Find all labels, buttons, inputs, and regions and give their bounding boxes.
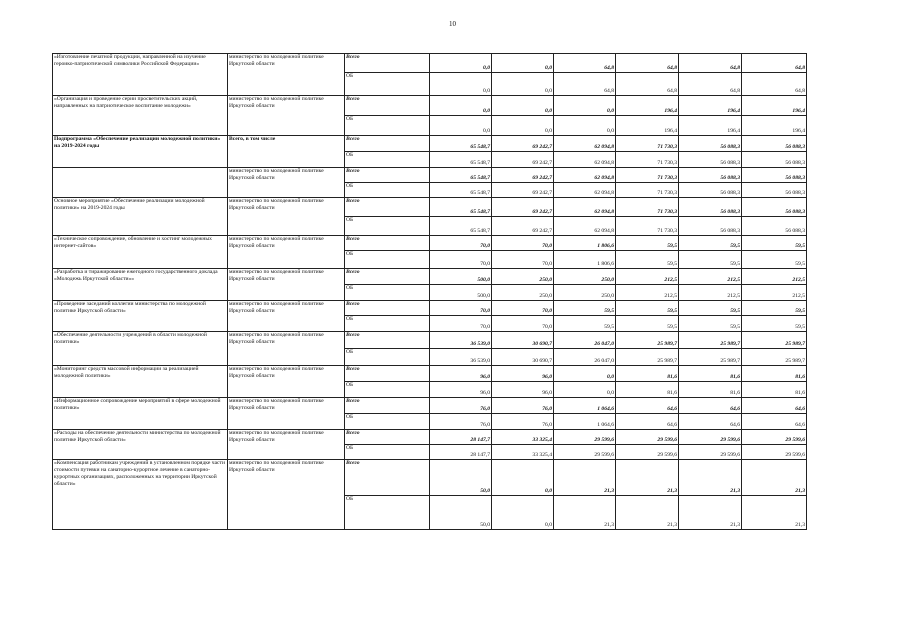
total-value-cell: 29 599,6 — [616, 430, 679, 445]
ob-value-cell: 59,5 — [554, 316, 616, 332]
total-value-cell: 96,0 — [492, 366, 554, 382]
total-value-cell: 56 088,3 — [679, 136, 742, 152]
total-value-cell: 70,0 — [430, 236, 492, 251]
total-value-cell: 81,6 — [742, 366, 807, 382]
total-value-cell: 64,6 — [679, 398, 742, 414]
total-value-cell: 69 242,7 — [492, 198, 554, 217]
ob-value-cell: 26 047,0 — [554, 349, 616, 366]
ob-value-cell: 76,0 — [492, 414, 554, 430]
table-row — [53, 236, 807, 251]
activity-name: «Проведение заседаний коллегии министерства по молодежной политике Иркутской области» — [53, 301, 228, 332]
ob-value-cell: 64,8 — [742, 73, 807, 96]
ob-value-cell: 71 730,3 — [616, 217, 679, 236]
funding-source-label: ОБ — [345, 152, 430, 168]
ob-value-cell: 0,0 — [554, 116, 616, 136]
funding-total-label: Всего — [345, 366, 430, 382]
funding-source-label: ОБ — [345, 316, 430, 332]
ob-value-cell: 25 989,7 — [742, 349, 807, 366]
activity-name: «Расходы на обеспечение деятельности министерства по молодежной политике Иркутской области» — [53, 430, 228, 460]
ob-value-cell: 29 599,6 — [679, 445, 742, 460]
ob-value-cell: 76,0 — [430, 414, 492, 430]
total-value-cell: 64,6 — [616, 398, 679, 414]
total-value-cell: 65 548,7 — [430, 198, 492, 217]
executor-name: министерство по молодежной политике Иркутской области — [228, 168, 345, 198]
activity-name: «Компенсация работникам учреждений в установленном порядке части стоимости путевки на санаторно-курортное лечение в санаторно-курортных организациях, расположенных на территории Иркутской области» — [53, 460, 228, 530]
total-value-cell: 29 599,6 — [554, 430, 616, 445]
activity-name: «Информационное сопровождение мероприятий в сфере молодежной политики» — [53, 398, 228, 430]
table-row — [53, 430, 807, 445]
ob-value-cell: 21,3 — [679, 496, 742, 530]
funding-total-label: Всего — [345, 198, 430, 217]
ob-value-cell: 64,6 — [679, 414, 742, 430]
total-value-cell: 0,0 — [492, 96, 554, 116]
table-row — [53, 332, 807, 349]
ob-value-cell: 250,0 — [554, 285, 616, 301]
total-value-cell: 59,5 — [616, 301, 679, 316]
executor-name: министерство по молодежной политике Иркутской области — [228, 54, 345, 96]
ob-value-cell: 70,0 — [430, 316, 492, 332]
funding-source-label: ОБ — [345, 73, 430, 96]
funding-source-label: ОБ — [345, 382, 430, 398]
page-number: 10 — [449, 20, 456, 28]
total-value-cell: 81,6 — [679, 366, 742, 382]
total-value-cell: 0,0 — [554, 96, 616, 116]
ob-value-cell: 0,0 — [430, 116, 492, 136]
executor-name: министерство по молодежной политике Иркутской области — [228, 366, 345, 398]
table-row — [53, 301, 807, 316]
funding-total-label: Всего — [345, 269, 430, 285]
ob-value-cell: 0,0 — [492, 73, 554, 96]
ob-value-cell: 59,5 — [742, 316, 807, 332]
total-value-cell: 196,4 — [679, 96, 742, 116]
ob-value-cell: 59,5 — [679, 316, 742, 332]
ob-value-cell: 81,6 — [616, 382, 679, 398]
ob-value-cell: 62 094,8 — [554, 217, 616, 236]
ob-value-cell: 196,4 — [742, 116, 807, 136]
ob-value-cell: 25 989,7 — [679, 349, 742, 366]
ob-value-cell: 81,6 — [679, 382, 742, 398]
total-value-cell: 50,0 — [430, 460, 492, 496]
total-value-cell: 33 325,4 — [492, 430, 554, 445]
ob-value-cell: 30 690,7 — [492, 349, 554, 366]
total-value-cell: 36 539,0 — [430, 332, 492, 349]
total-value-cell: 26 047,0 — [554, 332, 616, 349]
total-value-cell: 70,0 — [492, 236, 554, 251]
executor-name: министерство по молодежной политике Иркутской области — [228, 96, 345, 136]
activity-name: «Мониторинг средств массовой информации за реализацией молодежной политики» — [53, 366, 228, 398]
ob-value-cell: 69 242,7 — [492, 152, 554, 168]
activity-name: «Техническое сопровождение, обновление и хостинг молодежных интернет-сайтов» — [53, 236, 228, 269]
ob-value-cell: 64,6 — [742, 414, 807, 430]
ob-value-cell: 81,6 — [742, 382, 807, 398]
funding-total-label: Всего — [345, 168, 430, 183]
total-value-cell: 76,0 — [492, 398, 554, 414]
total-value-cell: 250,0 — [492, 269, 554, 285]
ob-value-cell: 56 088,3 — [742, 217, 807, 236]
ob-value-cell: 212,5 — [742, 285, 807, 301]
ob-value-cell: 29 599,6 — [742, 445, 807, 460]
total-value-cell: 64,8 — [616, 54, 679, 73]
funding-total-label: Всего — [345, 460, 430, 496]
table-row — [53, 198, 807, 217]
total-value-cell: 62 094,8 — [554, 136, 616, 152]
funding-total-label: Всего — [345, 398, 430, 414]
ob-value-cell: 0,0 — [430, 73, 492, 96]
ob-value-cell: 56 088,3 — [679, 183, 742, 198]
funding-source-label: ОБ — [345, 251, 430, 269]
ob-value-cell: 56 088,3 — [679, 217, 742, 236]
ob-value-cell: 64,8 — [679, 73, 742, 96]
ob-value-cell: 70,0 — [492, 316, 554, 332]
total-value-cell: 29 599,6 — [742, 430, 807, 445]
ob-value-cell: 56 088,3 — [742, 183, 807, 198]
total-value-cell: 0,0 — [492, 460, 554, 496]
ob-value-cell: 96,0 — [430, 382, 492, 398]
ob-value-cell: 500,0 — [430, 285, 492, 301]
ob-value-cell: 21,3 — [742, 496, 807, 530]
activity-name: «Изготовление печатной продукции, направленной на изучение героико-патриотической символики Российской Федерации» — [53, 54, 228, 96]
total-value-cell: 212,5 — [616, 269, 679, 285]
total-value-cell: 59,5 — [742, 236, 807, 251]
total-value-cell: 250,0 — [554, 269, 616, 285]
funding-total-label: Всего — [345, 236, 430, 251]
total-value-cell: 56 088,3 — [742, 136, 807, 152]
executor-name: министерство по молодежной политике Иркутской области — [228, 269, 345, 301]
activity-name: «Разработка и тиражирование ежегодного государственного доклада «Молодежь Иркутской области»» — [53, 269, 228, 301]
funding-total-label: Всего — [345, 301, 430, 316]
table-row — [53, 398, 807, 414]
funding-source-label: ОБ — [345, 445, 430, 460]
table-row — [53, 269, 807, 285]
ob-value-cell: 0,0 — [554, 382, 616, 398]
ob-value-cell: 29 599,6 — [554, 445, 616, 460]
ob-value-cell: 64,8 — [616, 73, 679, 96]
total-value-cell: 196,4 — [742, 96, 807, 116]
funding-total-label: Всего — [345, 96, 430, 116]
total-value-cell: 0,0 — [430, 96, 492, 116]
ob-value-cell: 64,8 — [554, 73, 616, 96]
ob-value-cell: 71 730,3 — [616, 152, 679, 168]
table-row — [53, 136, 807, 152]
total-value-cell: 59,5 — [742, 301, 807, 316]
executor-name: Всего, в том числе — [228, 136, 345, 168]
ob-value-cell: 1 064,6 — [554, 414, 616, 430]
funding-source-label: ОБ — [345, 496, 430, 530]
total-value-cell: 196,4 — [616, 96, 679, 116]
executor-name: министерство по молодежной политике Иркутской области — [228, 460, 345, 530]
total-value-cell: 212,5 — [679, 269, 742, 285]
total-value-cell: 96,0 — [430, 366, 492, 382]
total-value-cell: 1 064,6 — [554, 398, 616, 414]
total-value-cell: 59,5 — [679, 236, 742, 251]
ob-value-cell: 65 548,7 — [430, 183, 492, 198]
ob-value-cell: 64,6 — [616, 414, 679, 430]
ob-value-cell: 21,3 — [554, 496, 616, 530]
total-value-cell: 64,6 — [742, 398, 807, 414]
funding-source-label: ОБ — [345, 285, 430, 301]
total-value-cell: 28 147,7 — [430, 430, 492, 445]
ob-value-cell: 250,0 — [492, 285, 554, 301]
activity-name: Подпрограмма «Обеспечение реализации молодежной политики» на 2019-2024 годы — [53, 136, 228, 168]
total-value-cell: 0,0 — [554, 366, 616, 382]
total-value-cell: 500,0 — [430, 269, 492, 285]
ob-value-cell: 33 325,4 — [492, 445, 554, 460]
total-value-cell: 59,5 — [554, 301, 616, 316]
ob-value-cell: 212,5 — [616, 285, 679, 301]
total-value-cell: 1 806,6 — [554, 236, 616, 251]
ob-value-cell: 28 147,7 — [430, 445, 492, 460]
funding-source-label: ОБ — [345, 116, 430, 136]
total-value-cell: 69 242,7 — [492, 136, 554, 152]
total-value-cell: 71 730,3 — [616, 168, 679, 183]
funding-total-label: Всего — [345, 430, 430, 445]
ob-value-cell: 59,5 — [616, 251, 679, 269]
total-value-cell: 65 548,7 — [430, 136, 492, 152]
ob-value-cell: 1 806,6 — [554, 251, 616, 269]
total-value-cell: 56 088,3 — [679, 198, 742, 217]
total-value-cell: 64,8 — [554, 54, 616, 73]
total-value-cell: 21,3 — [616, 460, 679, 496]
ob-value-cell: 0,0 — [492, 116, 554, 136]
ob-value-cell: 70,0 — [430, 251, 492, 269]
activity-name: «Обеспечение деятельности учреждений в области молодежной политики» — [53, 332, 228, 366]
funding-total-label: Всего — [345, 332, 430, 349]
executor-name: министерство по молодежной политике Иркутской области — [228, 198, 345, 236]
ob-value-cell: 196,4 — [679, 116, 742, 136]
total-value-cell: 70,0 — [430, 301, 492, 316]
ob-value-cell: 65 548,7 — [430, 152, 492, 168]
total-value-cell: 71 730,3 — [616, 198, 679, 217]
total-value-cell: 56 088,3 — [679, 168, 742, 183]
activity-name: Основное мероприятие «Обеспечение реализации молодежной политики» на 2019-2024 годы — [53, 198, 228, 236]
activity-name: «Организация и проведение серии просветительских акций, направленных на патриотическое воспитание молодежи» — [53, 96, 228, 136]
executor-name: министерство по молодежной политике Иркутской области — [228, 430, 345, 460]
ob-value-cell: 65 548,7 — [430, 217, 492, 236]
total-value-cell: 59,5 — [616, 236, 679, 251]
ob-value-cell: 69 242,7 — [492, 217, 554, 236]
total-value-cell: 56 088,3 — [742, 198, 807, 217]
ob-value-cell: 96,0 — [492, 382, 554, 398]
ob-value-cell: 0,0 — [492, 496, 554, 530]
total-value-cell: 70,0 — [492, 301, 554, 316]
funding-total-label: Всего — [345, 136, 430, 152]
executor-name: министерство по молодежной политике Иркутской области — [228, 301, 345, 332]
total-value-cell: 29 599,6 — [679, 430, 742, 445]
total-value-cell: 25 989,7 — [679, 332, 742, 349]
ob-value-cell: 59,5 — [616, 316, 679, 332]
total-value-cell: 76,0 — [430, 398, 492, 414]
total-value-cell: 69 242,7 — [492, 168, 554, 183]
funding-source-label: ОБ — [345, 183, 430, 198]
executor-name: министерство по молодежной политике Иркутской области — [228, 332, 345, 366]
funding-total-label: Всего — [345, 54, 430, 73]
total-value-cell: 21,3 — [554, 460, 616, 496]
funding-source-label: ОБ — [345, 217, 430, 236]
executor-name: министерство по молодежной политике Иркутской области — [228, 236, 345, 269]
total-value-cell: 0,0 — [430, 54, 492, 73]
total-value-cell: 62 094,8 — [554, 168, 616, 183]
ob-value-cell: 70,0 — [492, 251, 554, 269]
budget-table — [52, 53, 807, 530]
ob-value-cell: 71 730,3 — [616, 183, 679, 198]
executor-name: министерство по молодежной политике Иркутской области — [228, 398, 345, 430]
total-value-cell: 71 730,3 — [616, 136, 679, 152]
total-value-cell: 21,3 — [742, 460, 807, 496]
total-value-cell: 62 094,8 — [554, 198, 616, 217]
ob-value-cell: 36 539,0 — [430, 349, 492, 366]
total-value-cell: 212,5 — [742, 269, 807, 285]
total-value-cell: 0,0 — [492, 54, 554, 73]
funding-source-label: ОБ — [345, 349, 430, 366]
table-row — [53, 96, 807, 116]
activity-name — [53, 168, 228, 198]
ob-value-cell: 50,0 — [430, 496, 492, 530]
ob-value-cell: 69 242,7 — [492, 183, 554, 198]
ob-value-cell: 212,5 — [679, 285, 742, 301]
total-value-cell: 25 989,7 — [616, 332, 679, 349]
ob-value-cell: 59,5 — [679, 251, 742, 269]
total-value-cell: 64,8 — [679, 54, 742, 73]
total-value-cell: 64,8 — [742, 54, 807, 73]
ob-value-cell: 56 088,3 — [679, 152, 742, 168]
ob-value-cell: 62 094,8 — [554, 152, 616, 168]
funding-source-label: ОБ — [345, 414, 430, 430]
table-row — [53, 168, 807, 183]
total-value-cell: 59,5 — [679, 301, 742, 316]
ob-value-cell: 25 989,7 — [616, 349, 679, 366]
total-value-cell: 25 989,7 — [742, 332, 807, 349]
total-value-cell: 81,6 — [616, 366, 679, 382]
total-value-cell: 65 548,7 — [430, 168, 492, 183]
ob-value-cell: 196,4 — [616, 116, 679, 136]
total-value-cell: 21,3 — [679, 460, 742, 496]
ob-value-cell: 21,3 — [616, 496, 679, 530]
table-row — [53, 54, 807, 73]
ob-value-cell: 29 599,6 — [616, 445, 679, 460]
total-value-cell: 56 088,3 — [742, 168, 807, 183]
ob-value-cell: 59,5 — [742, 251, 807, 269]
table-row — [53, 460, 807, 496]
total-value-cell: 30 690,7 — [492, 332, 554, 349]
ob-value-cell: 56 088,3 — [742, 152, 807, 168]
ob-value-cell: 62 094,8 — [554, 183, 616, 198]
table-row — [53, 366, 807, 382]
